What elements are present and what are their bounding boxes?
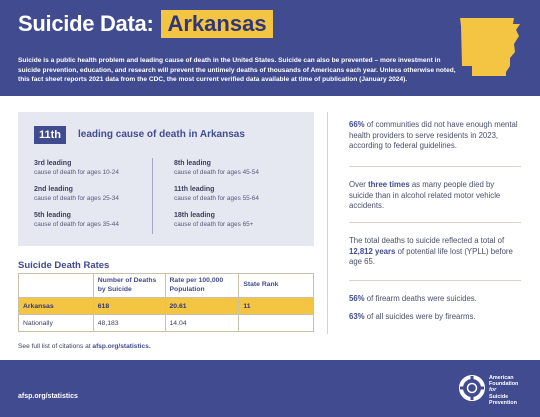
citation-note — [18, 343, 151, 350]
fact-separator — [349, 222, 521, 223]
fact-text: of all suicides were by firearms. — [364, 312, 476, 321]
citation-prefix: See full list of citations at — [18, 343, 93, 350]
fact-highlight: 66% — [349, 120, 365, 129]
table-cell: 48,183 — [93, 315, 165, 332]
fact-mental-health-providers — [349, 120, 519, 152]
rank-desc: cause of death for ages 45-54 — [174, 169, 259, 176]
fact-text: Over — [349, 180, 369, 189]
citation-link[interactable]: afsp.org/statistics. — [92, 343, 151, 350]
page-title — [18, 10, 273, 38]
title-state: Arkansas — [161, 10, 272, 38]
fact-highlight: 56% — [349, 294, 365, 303]
rank-item-ages-25-34 — [34, 186, 154, 202]
fact-text: as many people died by suicide than in alcohol related motor vehicle accidents. — [349, 180, 501, 211]
fact-text: of firearm deaths were suicides. — [364, 294, 477, 303]
table-header-row — [19, 274, 314, 298]
death-rates-table — [18, 273, 314, 332]
logo-line: Prevention — [489, 399, 517, 406]
rank-label: 18th leading — [174, 212, 215, 219]
fact-highlight: 12,812 years — [349, 246, 396, 256]
logo-line: American — [489, 375, 514, 381]
table-cell: 11 — [239, 298, 314, 315]
table-cell: Nationally — [19, 315, 94, 332]
logo-line: for — [489, 387, 497, 394]
rank-badge: 11th — [34, 126, 66, 144]
fact-text: The total deaths to suicide reflected a total of — [349, 236, 505, 245]
rank-item-ages-55-64 — [174, 186, 294, 202]
column-divider — [327, 112, 328, 334]
intro-text: Suicide is a public health problem and leading cause of death in the United States. Suicide can also be prevented – more investment in suicide prevention, education, and research will prevent the untimely deaths of thousands of Americans each year. Unless otherwise noted, this fact sheet reports 2021 data from the CDC, the most current verified data available at time of publication (January 2024). — [18, 57, 456, 84]
rank-item-ages-65-plus — [174, 212, 294, 228]
fact-separator — [349, 280, 521, 281]
rank-desc: cause of death for ages 25-34 — [34, 195, 119, 202]
afsp-lifebuoy-icon — [459, 375, 485, 401]
title-main: Suicide Data: — [18, 11, 154, 36]
fact-firearm-suicides — [349, 312, 519, 323]
table-row — [19, 315, 314, 332]
table-cell — [239, 315, 314, 332]
rank-label: 2nd leading — [34, 186, 73, 193]
rank-label: 5th leading — [34, 212, 71, 219]
logo-line: Foundation — [489, 381, 519, 388]
table-header-cell: Rate per 100,000 Population — [165, 274, 239, 298]
table-header-cell: State Rank — [239, 274, 314, 298]
rank-desc: cause of death for ages 55-64 — [174, 195, 259, 202]
table-header-cell: Number of Deaths by Suicide — [93, 274, 165, 298]
rank-label: 8th leading — [174, 160, 211, 167]
fact-three-times — [349, 180, 519, 212]
table-row — [19, 298, 314, 315]
fact-text: of communities did not have enough mental health providers to serve residents in 2023, according to federal guidelines. — [349, 120, 518, 151]
table-cell: 618 — [93, 298, 165, 315]
arkansas-state-icon — [458, 16, 522, 78]
table-cell: 20.61 — [165, 298, 239, 315]
logo-line: Suicide — [489, 393, 509, 400]
rank-desc: cause of death for ages 10-24 — [34, 169, 119, 176]
table-header-cell — [19, 274, 94, 298]
header-banner — [0, 0, 540, 96]
rank-item-ages-10-24 — [34, 160, 154, 176]
table-cell: 14.04 — [165, 315, 239, 332]
rank-label: 11th leading — [174, 186, 215, 193]
fact-firearm-deaths — [349, 294, 519, 305]
fact-ypll — [349, 236, 519, 268]
rank-desc: cause of death for ages 35-44 — [34, 221, 119, 228]
table-title: Suicide Death Rates — [18, 260, 110, 271]
afsp-logo-text — [489, 375, 535, 406]
fact-separator — [349, 166, 521, 167]
footer-banner — [0, 360, 540, 417]
table-cell: Arkansas — [19, 298, 94, 315]
fact-highlight: three times — [368, 180, 410, 189]
footer-url[interactable]: afsp.org/statistics — [18, 393, 78, 400]
fact-text: of potential life lost (YPLL) before age 65. — [349, 246, 513, 267]
ranking-panel — [18, 112, 314, 246]
rank-heading: leading cause of death in Arkansas — [78, 129, 245, 140]
rank-label: 3rd leading — [34, 160, 72, 167]
rank-item-ages-35-44 — [34, 212, 154, 228]
rank-item-ages-45-54 — [174, 160, 294, 176]
rank-desc: cause of death for ages 65+ — [174, 221, 254, 228]
fact-highlight: 63% — [349, 312, 365, 321]
